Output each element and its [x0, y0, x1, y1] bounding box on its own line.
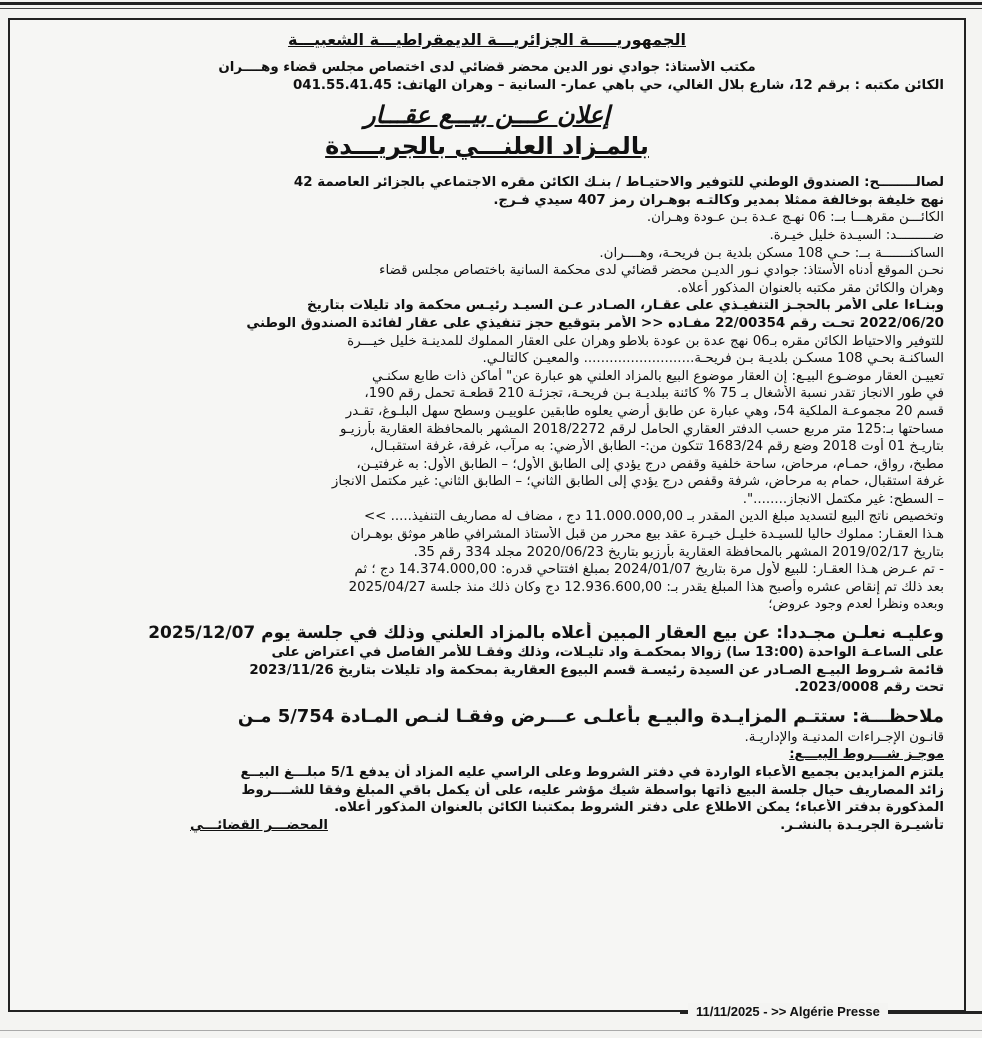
footer-bar — [0, 1003, 982, 1021]
office-line: مكتب الأستاذ: جوادي نور الدين محضر قضائي لدى اختصاص مجلس قضاء وهــــران — [218, 60, 756, 75]
against-line: ضـــــــــد: السيـدة خليل خيـرة. — [769, 227, 944, 243]
note-line: ملاحظـــة: ستتـم المزايـدة والبيـع بأعلـى عـــرض وفقـا لنـص المـادة 5/754 مـن — [237, 705, 944, 727]
top-rule — [0, 2, 982, 5]
property-description: غرفة استقبال، حمام به مرحاض، شرفة وقفص درج يؤدي إلى الطابق الثاني؛ – الطابق الثاني: غير مكتمل الانجاز — [331, 474, 944, 490]
offer-history-line: وبعده ونظرا لعدم وجود عروض؛ — [768, 597, 944, 613]
republic-heading: الجمهوريـــــة الجزائريـــة الديمقراطيـــة الشعبيـــة — [288, 30, 686, 49]
notice-subtitle: بالمـزاد العلنـــي بالجريـــدة — [325, 132, 649, 161]
offer-history-line: بعد ذلك تم إنقاص عشره وأصبح هذا المبلغ يقدر بـ: 12.936.600,00 دج وكان ذلك منذ جلسة 2025/04/27 — [348, 579, 944, 595]
order-line: 2022/06/20 تحـت رقم 22/00354 مفـاده << الأمر بتوقيع حجز تنفيذي على عقار لفائدة الصندوق الوطني — [246, 315, 944, 331]
legal-notice — [8, 18, 966, 1012]
auction-date-line: وعليـه نعلـن مجـددا: عن بيع العقار المبين أعلاه بالمزاد العلني وذلك في جلسة يوم 2025/12/07 — [148, 623, 944, 644]
ownership-line: هـذا العقـار: مملوك حاليا للسيـدة خليـل خيـرة عقد بيع محرر من قبل الأستاذ المشرافي طاهر موثق بوهـران — [350, 527, 944, 543]
property-description: تعييـن العقار موضـوع البيـع: إن العقار موضوع البيع بالمزاد العلني هو عبارة عن" أماكن ذات طابع سكنـي — [372, 368, 944, 384]
property-description: في طور الانجاز تقدر نسبة الأشغال بـ 75 % كائنة ببلديـة بـن فريحـة، تجزئـة 210 قطعـة تحمل رقم 190، — [364, 386, 944, 402]
beneficiary-line: نهج خليفة بوخالفة ممثلا بمدير وكالتـه بوهـران رمز 407 سيدي فـرج. — [493, 192, 944, 208]
note-line: قانـون الإجـراءات المدنيـة والإداريـة. — [744, 729, 944, 745]
conditions-title: موجـز شـــروط البيـــع: — [789, 747, 944, 763]
auction-order-line: تحت رقم 2023/0008. — [794, 680, 944, 696]
bailiff-signature: المحضـــر القضائـــي — [190, 817, 328, 833]
beneficiary-address: الكائـــن مقرهـــا بــ: 06 نهـج عـدة بـن عـودة وهـران. — [646, 210, 944, 226]
property-description: مساحتها بـ:125 متر مربع حسب الدفتر العقاري الحامل لرقم 2018/2272 المشهر بالمحافظة العقارية بأرزيـو — [340, 421, 944, 437]
office-address: الكائن مكتبه : برقم 12، شارع بلال الغالي، حي باهي عمار- السانية – وهران الهاتف: 041.55.41.45 — [292, 77, 944, 93]
newspaper-visa: تأشيـرة الجريـدة بالنشـر. — [780, 817, 944, 833]
property-description: بتاريـخ 01 أوت 2018 وضع رقم 1683/24 تتكون من:- الطابق الأرضي: به مرآب، غرفة، غرفة استقبـال، — [369, 439, 944, 455]
bailiff-line: وهران والكائن مقر مكتبه بالعنوان المذكور أعلاه. — [677, 280, 944, 296]
property-description: قسم 20 مجموعـة الملكية 54، وهي عبارة عن طابق أرضي يعلوه طابقين علوييـن وسطح سهل البلـوغ، تقـدر — [345, 403, 944, 419]
ownership-line: بتاريخ 2019/02/17 المشهر بالمحافظة العقارية بأرزيو بتاريخ 2020/06/23 مجلد 334 رقم 35. — [413, 544, 944, 560]
resident-line: الساكنـــــــة بــ: حـي 108 مسكن بلدية بـن فريحـة، وهــــران. — [599, 245, 944, 261]
property-description: مطبخ، رواق، حمـام، مرحاض، ساحة خلفية وقفص درج يؤدي إلى الطابق الأول؛ – الطابق الأول: به غرفتيـن، — [356, 456, 944, 472]
conditions-line: المذكورة بدفتر الأعباء؛ يمكن الاطلاع على دفتر الشروط بمكتبنا الكائن بالعنوان المذكور أعلاه. — [334, 800, 944, 816]
property-description: – السطح: غير مكتمل الانجاز........". — [742, 491, 944, 507]
beneficiary-line: لصالــــــــح: الصندوق الوطني للتوفير والاحتيـاط / بنـك الكائن مقره الاجتماعي بالجزائر العاصمة 42 — [293, 175, 944, 191]
conditions-line: يلتزم المزايدين بجميع الأعباء الواردة في دفتر الشروط وعلى الراسي عليه المزاد أن يدفع 5/1 مبلـــغ البيــع — [240, 765, 944, 780]
auction-order-line: قائمة شـروط البيـع الصـادر عن السيدة رئيسـة قسم البيوع العقارية بمحكمة واد تليلات بتاريخ 2023/11/26 — [249, 662, 944, 678]
order-line: الساكنـة بحـي 108 مسكـن بلديـة بـن فريحـة.......................... والمعيـن كالتالـي. — [482, 351, 944, 367]
order-line: للتوفير والاحتياط الكائن مقره بـ06 نهج عدة بن عودة بلاطو وهران على العقار المملوك للمدينـة خليل خيـــرة — [347, 333, 944, 349]
bottom-rule — [0, 1030, 982, 1031]
debt-line: وتخصيص ناتج البيع لتسديد مبلغ الدين المقدر بـ 11.000.000,00 دج ، مضاف له مصاريف التنفيذ..... >> — [363, 509, 944, 525]
signature-row — [30, 817, 944, 835]
offer-history-line: - تم عـرض هـذا العقـار: للبيع لأول مرة بتاريخ 2024/01/07 بمبلغ افتتاحي قدره: 14.374.000,00 دج ؛ ثم — [354, 562, 944, 578]
auction-time-line: على الساعـة الواحدة (13:00 سا) زوالا بمحكمـة واد تليـلات، وذلك وفقـا للأمر الفاصل في اعتراض على — [271, 645, 944, 661]
notice-title: إعلان عـــن بيـــع عقـــار — [364, 101, 610, 130]
order-line: وبنـاءا على الأمر بالحجـز التنفيـذي على عقـار، الصـادر عـن السيـد رئيـس محكمة واد تليلات بتاريخ — [307, 298, 944, 314]
bailiff-line: نحـن الموقع أدناه الأستاذ: جوادي نـور الديـن محضر قضائي لدى محكمة السانية باختصاص مجلس قضاء — [379, 263, 944, 279]
footer-source: 11/11/2025 - >> Algérie Presse — [688, 1003, 888, 1021]
conditions-line: زائد المصاريف حيال جلسة البيع ذاتها بواسطة شيك مؤشر عليه، على أن يكمل باقي المبلغ وفقا للشــــروط — [241, 782, 944, 798]
top-rule-thin — [0, 8, 982, 9]
